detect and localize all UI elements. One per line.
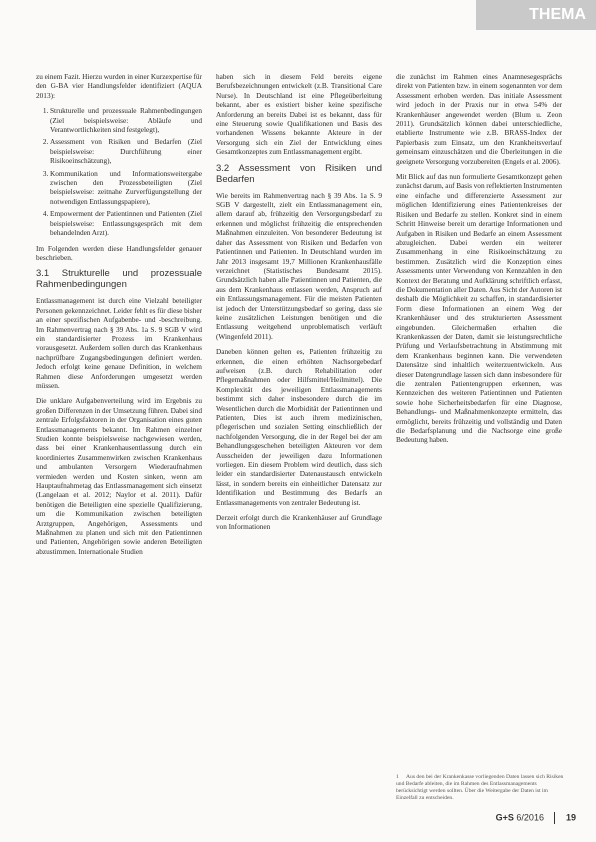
intro-paragraph: zu einem Fazit. Hierzu wurden in einer Kurzexpertise für den G-BA vier Handlungsfelder identifiziert (AQUA 2013): <box>36 72 202 100</box>
section-heading: 3.1 Strukturelle und prozessuale Rahmenbedingungen <box>36 268 202 291</box>
action-field-list <box>36 106 202 237</box>
footnote-number: 1 <box>396 774 399 780</box>
list-item: 2. Assessment von Risiken und Bedarfen (Ziel beispielsweise: Durchführung einer Risikoeinschätzung), <box>50 137 202 165</box>
list-item: 4. Empowerment der Patientinnen und Patienten (Ziel beispielsweise: Entlassungsgespräch mit dem behandelnden Arzt). <box>50 209 202 237</box>
footer-divider <box>554 812 555 824</box>
paragraph: Wie bereits im Rahmenvertrag nach § 39 Abs. 1a S. 9 SGB V dargestellt, zielt ein Entlassmanagement ein, allem darauf ab, frühzeitig den Versorgungsbedarf zu erkennen und möglichst frühzeitig die entsprechenden Maßnahmen einzuleiten. Von besonderer Bedeutung ist daher das Assessment von Risiken und Bedarfen von Patientinnen und Patienten. In Deutschland wurden im Jahr 2013 insgesamt 19,7 Millionen Krankenhausfälle verzeichnet (Statistisches Bundesamt 2015). Grundsätzlich haben alle Patientinnen und Patienten, die aus dem Krankenhaus entlassen werden, Anspruch auf ein Entlassungsmanagement. Für die meisten Patienten ist jedoch der Unterstützungsbedarf so gering, dass sie keine zusätzlichen Leistungen benötigen und die Entlassung weitgehend unproblematisch verläuft (Wingenfeld 2011). <box>216 190 382 341</box>
paragraph: Mit Blick auf das nun formulierte Gesamtkonzept gehen zunächst darum, auf Basis von reflektierten Instrumenten eine einfache und differenzierte Assessment zur möglichen Identifizierung eines Patientenkreises der Risiken und Bedarfe zu stellen. Konkret sind in einem Schritt Hinweise bereit um derartige Informationen und Aufgaben in Risiken und Bedarfe an einem Assessment abzugleichen. Dabei werden ein weiterer Zusammenhang in eine Risikoeinschätzung zu bestimmen. Zusätzlich wird die Konzeption eines Assessments unter Verwendung von Kennzahlen in den Kontext der Beratung und Aufklärung schriftlich erfasst, die Dokumentation aller Daten. Aus Sicht der Autoren ist deshalb die Möglichkeit zu schaffen, in standardisierter Form diese Informationen an einem Weg der Krankenhäuser und des strukturierten Assessment eingebunden. Gleichermaßen erhalten die Krankenkassen der Daten, damit sie leistungsrechtliche Prüfung und Verlaufsbetrachtung in Abstimmung mit dem Krankenhaus beginnen kann. Die verwendeten Datensätze sind inhaltlich weiterzuentwickeln. Aus dieser Datengrundlage lassen sich dann insbesondere für die zentralen Patientengruppen erkennen, was Kennzeichen des weiteren Patientinnen und Patienten sowie hohe Sicherheitsbedarfen für eine Diagnose, Behandlungs- und Maßnahmenkonzepte ermitteln, das ermöglicht, bereits frühzeitig und vollständig und Daten die Bedarfsplanung und die Nachsorge eine große Bedeutung haben. <box>396 172 562 445</box>
paragraph: die zunächst im Rahmen eines Anamnesegesprächs direkt von Patienten bzw. in einem sogenannten vor dem Assessment erhoben werden. Das initiale Assessment wird jedoch in der Praxis nur in etwa 54% der Krankenhäuser angewendet werden (Blum u. Zeon 2011). Grundsätzlich können dabei unterschiedliche, etablierte Instrumente wie z.B. BRASS-Index der Papierbasis zum Einsatz, um den Krankheitsverlauf gemeinsam einzuschätzen und die Überleitungen in die geeignete Versorgung vorzubereiten (Engels et al. 2006). <box>396 72 562 166</box>
section-tab: THEMA <box>476 0 596 30</box>
paragraph: Derzeit erfolgt durch die Krankenhäuser auf Grundlage von Informationen <box>216 513 382 532</box>
footnote-text: Aus den bei der Krankenkasse vorliegenden Daten lassen sich Risiken und Bedarfe ableiten, die im Rahmen des Entlassmanagements berücksichtigt werden sollten. Über die Weitergabe der Daten ist im Einzelfall zu entscheiden. <box>396 774 564 801</box>
footnote <box>396 774 566 802</box>
paragraph: Die unklare Aufgabenverteilung wird im Ergebnis zu großen Differenzen in der Umsetzung führen. Dabei sind zentrale Erfolgsfaktoren in der Organisation eines guten Entlassmanagements bekannt. Im Rahmen einzelner Studien konnte beispielsweise nachgewiesen werden, dass bei einer Krankenhausentlassung durch ein koordiniertes Zusammenwirken zwischen Krankenhaus und ambulanten Versorgern Wiederaufnahmen vermieden werden und Kosten sinken, wenn am Hauptaufnahmetag das Entlassmanagement sich einsetzt (Langelaan et al. 2012; Naylor et al. 2011). Dafür benötigen die Beteiligten eine spezielle Qualifizierung, um die Kommunikation zwischen beteiligten Arztgruppen, Angehörigen, Assessments und Maßnahmen zu planen und sich mit den Patientinnen und Patienten, Angehörigen sowie anderen Beteiligten abzustimmen. Internationale Studien <box>36 396 202 556</box>
column-2 <box>216 72 382 538</box>
page-footer <box>496 812 576 824</box>
page-number: 19 <box>565 812 576 823</box>
column-1 <box>36 72 202 562</box>
journal-brand: G+S <box>495 812 514 823</box>
paragraph: haben sich in diesem Feld bereits eigene Berufsbezeichnungen entwickelt (z.B. Transitional Care Nurse). In Deutschland ist eine Pflegeüberleitung bekannt, aber es existiert bisher keine spezifische Anforderung an bereits Dabei ist es bekannt, dass für eine Steuerung sowie Qualifikationen und Basis des vorhandenen Wissens bekannte Akteure in der Versorgung sich ein Ziel der Entwicklung eines Gesamtkonzeptes zum Entlassmanagement ergibt. <box>216 72 382 157</box>
paragraph: Entlassmanagement ist durch eine Vielzahl beteiligter Personen gekennzeichnet. Leider fehlt es für diese bisher an einer spezifischen Aufgabenbe- und -beschreibung. Im Rahmenvertrag nach § 39 Abs. 1a S. 9 SGB V wird ein standardisierter Prozess im Krankenhaus vorausgesetzt. Außerdem sollen durch das Krankenhaus nachprüfbare Zugangsbedingungen definiert werden. Jedoch erfolgt keine genaue Definition, in welchem Rahmen diese Anforderungen umgesetzt werden müssen. <box>36 296 202 390</box>
column-3 <box>396 72 562 451</box>
list-item: 3. Kommunikation und Informationsweitergabe zwischen den Prozessbeteiligten (Ziel beispielsweise: zeitnahe Zurverfügungstellung der notwendigen Entlassungspapiere), <box>50 169 202 207</box>
paragraph: Im Folgenden werden diese Handlungsfelder genauer beschrieben. <box>36 243 202 262</box>
issue-number: 6/2016 <box>516 812 544 823</box>
paragraph: Daneben können gelten es, Patienten frühzeitig zu erkennen, die einen erhöhten Nachsorgebedarf aufweisen (z.B. durch Rehabilitation oder Pflegemaßnahmen oder Hilfsmittel/Heilmittel). Die Komplexität des jeweiligen Entlassmanagements bestimmt sich daher insbesondere durch die im Wesentlichen durch die Morbidität der Patientinnen und Patienten, Dies ist auch ihrem medizinischen, pflegerischen und sozialen Setting einschließlich der nachfolgenden Versorgung, die in der Regel bei der am Behandlungsgeschehen beteiligten Akteuren vor dem Ausscheiden der jeweiligen dazu Informationen vorliegen. Ein diesem Problem wird deutlich, dass sich leider ein standardisierter Datenaustausch entwickeln lässt, in sondern bereits ein einheitlicher Datensatz zur Identifikation und Bestimmung des Bedarfs an Entlassmanagements von zentraler Bedeutung ist. <box>216 347 382 507</box>
section-heading: 3.2 Assessment von Risiken und Bedarfen <box>216 162 382 185</box>
list-item: 1. Strukturelle und prozessuale Rahmenbedingungen (Ziel beispielsweise: Abläufe und Verantwortlichkeiten sind festgelegt), <box>50 106 202 134</box>
